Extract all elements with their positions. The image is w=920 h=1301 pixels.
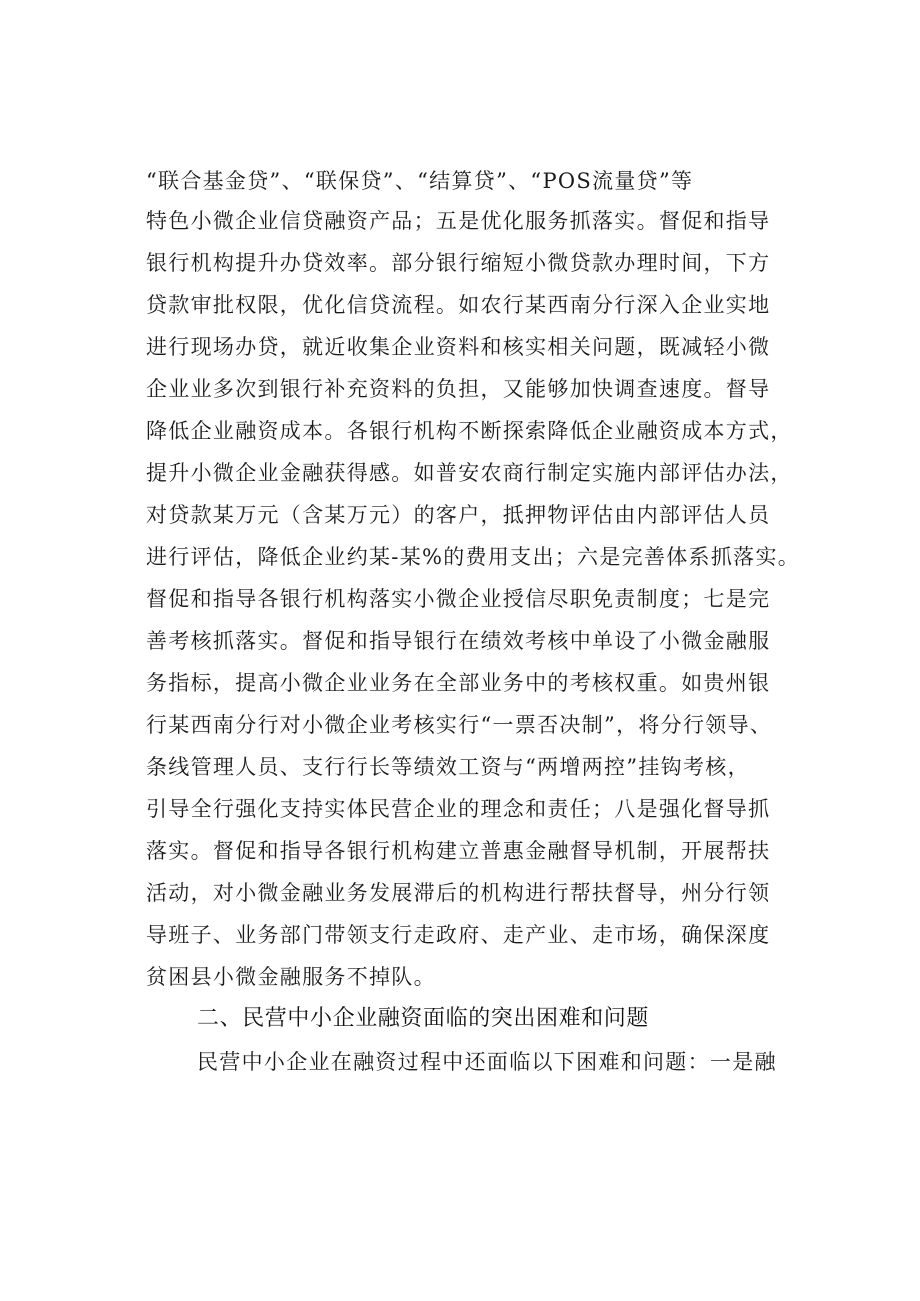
paragraph-line: 民营中小企业在融资过程中还面临以下困难和问题：一是融 bbox=[197, 1050, 777, 1074]
paragraph-line: 企业业多次到银行补充资料的负担，又能够加快调查速度。督导 bbox=[146, 377, 771, 401]
section-heading: 二、民营中小企业融资面临的突出困难和问题 bbox=[197, 1006, 650, 1031]
paragraph-line: “联合基金贷”、“联保贷”、“结算贷”、“POS流量贷”等 bbox=[146, 169, 694, 193]
paragraph-line: 导班子、业务部门带领支行走政府、走产业、走市场，确保深度 bbox=[146, 923, 771, 947]
paragraph-line: 落实。督促和指导各银行机构建立普惠金融督导机制，开展帮扶 bbox=[146, 839, 771, 863]
paragraph-line: 进行现场办贷，就近收集企业资料和核实相关问题，既减轻小微 bbox=[146, 335, 771, 359]
paragraph-line: 降低企业融资成本。各银行机构不断探索降低企业融资成本方式， bbox=[146, 419, 793, 443]
paragraph-line: 进行评估，降低企业约某-某%的费用支出；六是完善体系抓落实。 bbox=[146, 545, 801, 569]
paragraph-line: 行某西南分行对小微企业考核实行“一票否决制”，将分行领导、 bbox=[146, 713, 773, 737]
paragraph-line: 活动，对小微金融业务发展滞后的机构进行帮扶督导，州分行领 bbox=[146, 881, 771, 905]
paragraph-line: 务指标，提高小微企业业务在全部业务中的考核权重。如贵州银 bbox=[146, 671, 771, 695]
paragraph-line: 条线管理人员、支行行长等绩效工资与“两增两控”挂钩考核， bbox=[146, 755, 750, 779]
paragraph-line: 提升小微企业金融获得感。如普安农商行制定实施内部评估办法， bbox=[146, 461, 793, 485]
paragraph-line: 贫困县小微金融服务不掉队。 bbox=[146, 965, 436, 989]
paragraph-line: 善考核抓落实。督促和指导银行在绩效考核中单设了小微金融服 bbox=[146, 629, 771, 653]
paragraph-line: 特色小微企业信贷融资产品；五是优化服务抓落实。督促和指导 bbox=[146, 209, 771, 233]
paragraph-line: 督促和指导各银行机构落实小微企业授信尽职免责制度；七是完 bbox=[146, 587, 771, 611]
paragraph-line: 银行机构提升办贷效率。部分银行缩短小微贷款办理时间，下方 bbox=[146, 251, 771, 275]
paragraph-line: 对贷款某万元（含某万元）的客户，抵押物评估由内部评估人员 bbox=[146, 503, 771, 527]
paragraph-line: 引导全行强化支持实体民营企业的理念和责任；八是强化督导抓 bbox=[146, 797, 771, 821]
paragraph-line: 贷款审批权限，优化信贷流程。如农行某西南分行深入企业实地 bbox=[146, 293, 771, 317]
